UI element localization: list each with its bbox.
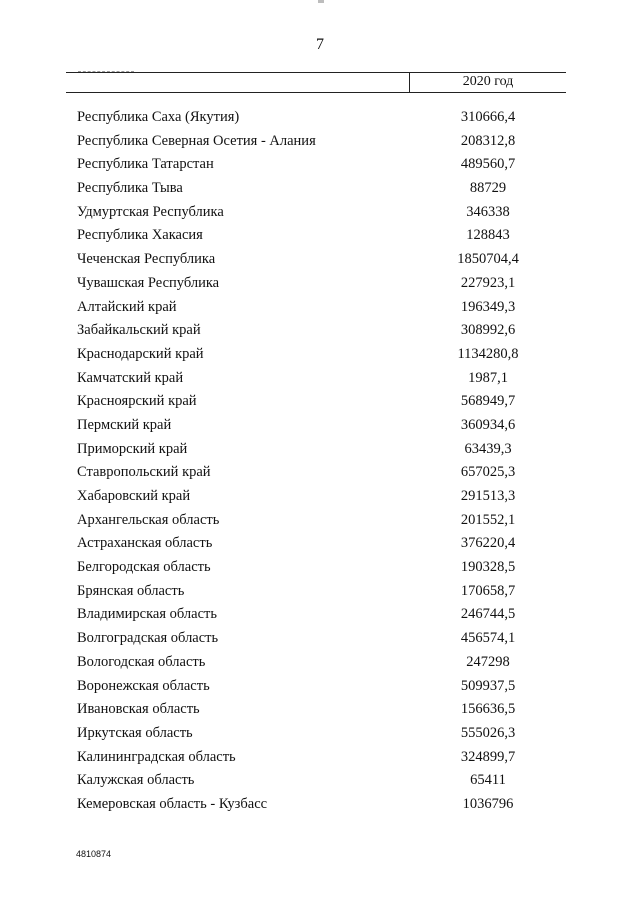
table-row <box>0 793 640 817</box>
table-row <box>0 532 640 556</box>
table-row <box>0 698 640 722</box>
table-row <box>0 414 640 438</box>
table-row <box>0 272 640 296</box>
region-name: Калужская область <box>77 772 195 789</box>
table-row <box>0 248 640 272</box>
document-code: 4810874 <box>76 849 112 859</box>
table-row <box>0 130 640 154</box>
region-name: Вологодская область <box>77 653 206 670</box>
region-value: 65411 <box>470 772 506 789</box>
table-row <box>0 177 640 201</box>
scan-dash-mark <box>78 71 134 74</box>
region-value: 308992,6 <box>460 322 516 339</box>
region-name: Алтайский край <box>77 298 177 315</box>
region-name: Республика Саха (Якутия) <box>77 109 240 125</box>
region-name: Красноярский край <box>77 393 197 410</box>
region-value: 346338 <box>466 203 510 220</box>
region-value: 360934,6 <box>460 416 516 433</box>
region-name: Республика Татарстан <box>77 156 214 173</box>
region-value: 1850704,4 <box>457 251 519 268</box>
region-name: Забайкальский край <box>77 322 201 339</box>
region-value: 227923,1 <box>460 274 516 291</box>
region-value: 201552,1 <box>460 511 516 528</box>
table-row <box>0 153 640 177</box>
region-name: Пермский край <box>77 416 172 433</box>
region-name: Астраханская область <box>77 535 213 552</box>
region-value: 376220,4 <box>460 535 516 552</box>
table-row <box>0 224 640 248</box>
region-value: 509937,5 <box>460 677 516 694</box>
table-row <box>0 627 640 651</box>
region-value: 196349,3 <box>460 298 516 315</box>
region-name: Калининградская область <box>77 748 236 765</box>
region-name: Краснодарский край <box>77 345 204 362</box>
column-header-year: 2020 год <box>462 74 514 89</box>
region-name: Республика Тыва <box>77 180 183 197</box>
table-row <box>0 319 640 343</box>
region-name: Удмуртская Республика <box>77 203 224 220</box>
region-value: 291513,3 <box>460 488 516 504</box>
table-header-top-rule <box>66 72 566 73</box>
region-name: Владимирская область <box>77 606 217 623</box>
region-name: Чеченская Республика <box>77 251 216 268</box>
region-name: Кемеровская область - Кузбасс <box>77 795 268 812</box>
table-row <box>0 580 640 604</box>
region-value: 489560,7 <box>460 156 516 173</box>
table-row <box>0 509 640 533</box>
table-header-bottom-rule <box>66 92 566 93</box>
region-value: 63439,3 <box>464 440 512 457</box>
page-number: 7 <box>316 36 324 53</box>
region-value: 310666,4 <box>460 109 516 125</box>
table-row <box>0 746 640 770</box>
region-value: 555026,3 <box>460 724 516 741</box>
region-name: Чувашская Республика <box>77 274 220 291</box>
region-value: 1134280,8 <box>457 345 519 362</box>
region-name: Ставропольский край <box>77 464 211 481</box>
region-value: 156636,5 <box>460 701 516 718</box>
table-row <box>0 461 640 485</box>
table-row <box>0 675 640 699</box>
table-row <box>0 343 640 367</box>
table-row <box>0 651 640 675</box>
table-row <box>0 556 640 580</box>
region-name: Волгоградская область <box>77 630 219 647</box>
scan-mark <box>318 0 324 3</box>
table-row <box>0 769 640 793</box>
region-name: Ивановская область <box>77 701 200 718</box>
region-value: 568949,7 <box>460 393 516 410</box>
region-name: Республика Хакасия <box>77 227 203 244</box>
region-value: 657025,3 <box>460 464 516 481</box>
region-value: 324899,7 <box>460 748 516 765</box>
region-value: 247298 <box>466 653 510 670</box>
region-value: 456574,1 <box>460 630 516 647</box>
table-row <box>0 201 640 225</box>
region-name: Белгородская область <box>77 559 211 576</box>
region-value: 208312,8 <box>460 132 516 149</box>
region-value: 190328,5 <box>460 559 516 576</box>
region-name: Хабаровский край <box>77 488 191 504</box>
table-row <box>0 106 640 130</box>
region-value: 1987,1 <box>468 369 508 386</box>
region-value: 246744,5 <box>460 606 516 623</box>
region-name: Иркутская область <box>77 724 193 741</box>
region-table-body <box>0 106 640 817</box>
region-name: Камчатский край <box>77 369 184 386</box>
region-name: Архангельская область <box>77 511 220 528</box>
table-row <box>0 722 640 746</box>
region-name: Приморский край <box>77 440 188 457</box>
table-row <box>0 296 640 320</box>
table-row <box>0 485 640 509</box>
region-name: Брянская область <box>77 582 185 599</box>
region-name: Воронежская область <box>77 677 210 694</box>
region-value: 128843 <box>466 227 510 244</box>
table-row <box>0 390 640 414</box>
region-name: Республика Северная Осетия - Алания <box>77 132 316 149</box>
table-row <box>0 603 640 627</box>
region-value: 88729 <box>469 180 507 197</box>
region-value: 170658,7 <box>460 582 516 599</box>
table-row <box>0 438 640 462</box>
region-value: 1036796 <box>462 795 514 812</box>
table-row <box>0 367 640 391</box>
